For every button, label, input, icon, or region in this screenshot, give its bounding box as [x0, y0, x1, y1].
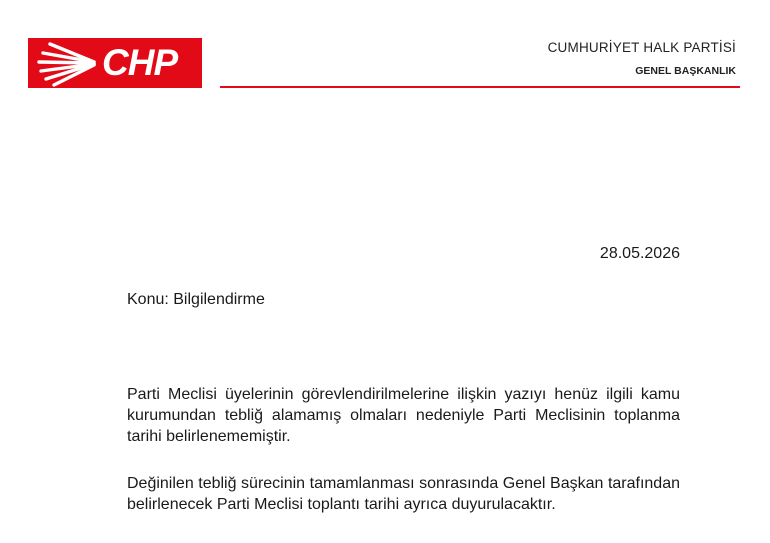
- logo-wordmark: CHP: [102, 42, 178, 83]
- chp-logo: [28, 38, 202, 88]
- body-paragraph-1: Parti Meclisi üyelerinin görevlendirilmelerine ilişkin yazıyı henüz ilgili kamu kurumundan tebliğ alamamış olmaları nedeniyle Parti Meclisinin toplanma tarihi belirlenememiştir.: [127, 386, 680, 445]
- body-paragraph-2: Değinilen tebliğ sürecinin tamamlanması sonrasında Genel Başkan tarafından belirlenecek Parti Meclisi toplantı tarihi ayrıca duyurulacaktır.: [127, 475, 680, 513]
- header-divider: [220, 86, 740, 88]
- six-arrows-emblem-icon: [28, 38, 102, 88]
- organization-name: CUMHURİYET HALK PARTİSİ: [547, 40, 736, 55]
- department-name: GENEL BAŞKANLIK: [635, 65, 736, 77]
- letter-subject: Konu: Bilgilendirme: [127, 291, 265, 308]
- letter-date: 28.05.2026: [599, 245, 680, 262]
